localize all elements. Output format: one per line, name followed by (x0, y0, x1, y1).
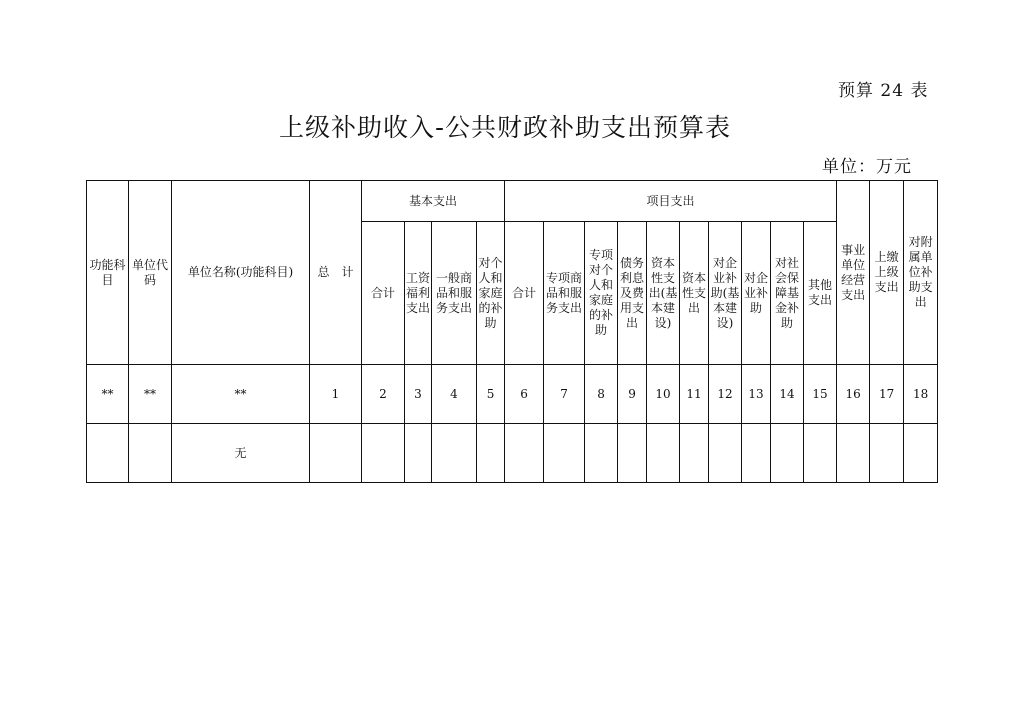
index-cell: 2 (362, 365, 405, 424)
header-project-social-security: 对社会保障基金补助 (771, 222, 804, 365)
header-project-capital-construction: 资本性支出(基本建设) (647, 222, 680, 365)
index-cell: 1 (310, 365, 362, 424)
header-project-subtotal: 合计 (505, 222, 544, 365)
data-cell (505, 424, 544, 483)
index-cell: 9 (618, 365, 647, 424)
header-basic-household-subsidy: 对个人和家庭的补助 (477, 222, 505, 365)
index-cell: ** (87, 365, 129, 424)
header-basic-goods-services: 一般商品和服务支出 (432, 222, 477, 365)
header-public-institution-operating: 事业单位经营支出 (837, 181, 870, 365)
data-cell (432, 424, 477, 483)
index-cell: 17 (870, 365, 904, 424)
header-unit-code: 单位代码 (129, 181, 172, 365)
header-project-household-subsidy: 专项对个人和家庭的补助 (585, 222, 618, 365)
index-cell: 4 (432, 365, 477, 424)
data-cell (904, 424, 938, 483)
data-cell (647, 424, 680, 483)
data-cell-unit-name: 无 (172, 424, 310, 483)
data-cell (680, 424, 709, 483)
data-cell (310, 424, 362, 483)
header-project-expenditure: 项目支出 (505, 181, 837, 222)
form-number: 预算 24 表 (838, 81, 929, 101)
data-cell (544, 424, 585, 483)
header-func-subject: 功能科目 (87, 181, 129, 365)
header-project-debt-interest: 债务利息及费用支出 (618, 222, 647, 365)
data-cell (771, 424, 804, 483)
header-total: 总 计 (310, 181, 362, 365)
header-unit-name: 单位名称(功能科目) (172, 181, 310, 365)
header-project-enterprise-subsidy: 对企业补助 (742, 222, 771, 365)
data-cell (87, 424, 129, 483)
index-cell: 12 (709, 365, 742, 424)
header-project-capital: 资本性支出 (680, 222, 709, 365)
budget-table (86, 180, 938, 483)
index-cell: 18 (904, 365, 938, 424)
index-cell: ** (172, 365, 310, 424)
data-cell (618, 424, 647, 483)
index-cell: 15 (804, 365, 837, 424)
index-cell: ** (129, 365, 172, 424)
index-cell: 8 (585, 365, 618, 424)
header-remit-to-superior: 上缴上级支出 (870, 181, 904, 365)
index-cell: 3 (405, 365, 432, 424)
header-subsidy-to-affiliates: 对附属单位补助支出 (904, 181, 938, 365)
data-cell (804, 424, 837, 483)
table-row (87, 424, 938, 483)
index-cell: 10 (647, 365, 680, 424)
header-project-other: 其他支出 (804, 222, 837, 365)
data-cell (405, 424, 432, 483)
data-cell (742, 424, 771, 483)
index-row (87, 365, 938, 424)
data-cell (870, 424, 904, 483)
header-basic-wages: 工资福利支出 (405, 222, 432, 365)
data-cell (709, 424, 742, 483)
index-cell: 6 (505, 365, 544, 424)
data-cell (362, 424, 405, 483)
header-row-group (87, 181, 938, 222)
unit-label: 单位：万元 (822, 157, 912, 177)
index-cell: 11 (680, 365, 709, 424)
page-title: 上级补助收入-公共财政补助支出预算表 (278, 113, 732, 142)
data-cell (585, 424, 618, 483)
data-cell (129, 424, 172, 483)
header-project-goods-services: 专项商品和服务支出 (544, 222, 585, 365)
index-cell: 5 (477, 365, 505, 424)
index-cell: 13 (742, 365, 771, 424)
header-project-enterprise-construction: 对企业补助(基本建设) (709, 222, 742, 365)
header-basic-expenditure: 基本支出 (362, 181, 505, 222)
data-cell (837, 424, 870, 483)
index-cell: 16 (837, 365, 870, 424)
header-basic-subtotal: 合计 (362, 222, 405, 365)
index-cell: 7 (544, 365, 585, 424)
data-cell (477, 424, 505, 483)
index-cell: 14 (771, 365, 804, 424)
